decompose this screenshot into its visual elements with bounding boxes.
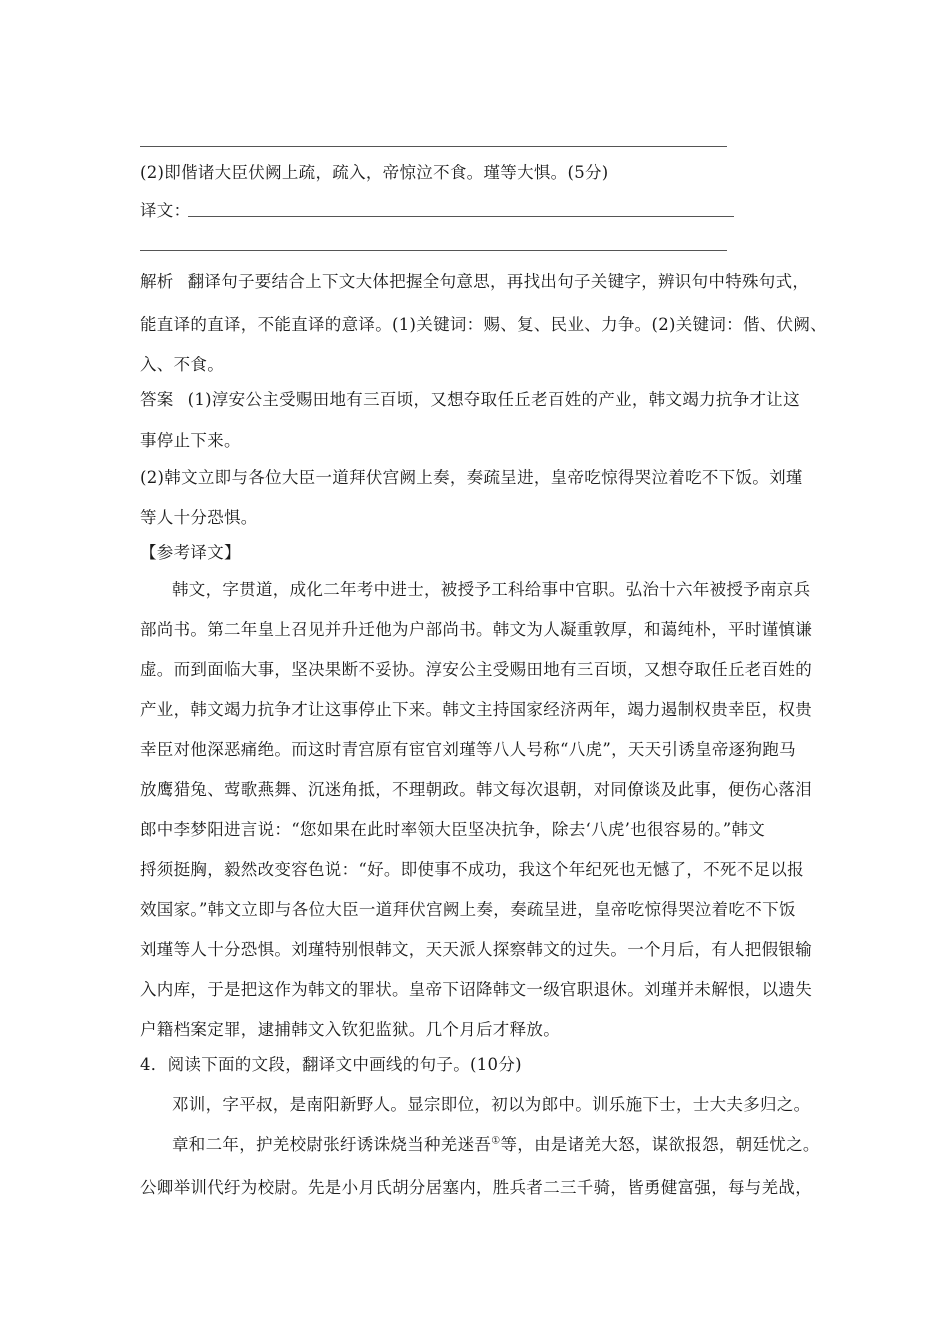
reference-line-8: 捋须挺胸，毅然改变容色说：“好。即使事不成功，我这个年纪死也无憾了，不死不足以报 xyxy=(140,860,804,879)
reference-line-12: 户籍档案定罪，逮捕韩文入钦犯监狱。几个月后才释放。 xyxy=(140,1020,560,1039)
q4-paragraph-3: 公卿举训代纡为校尉。先是小月氏胡分居塞内，胜兵者二三千骑，皆勇健富强，每与羌战， xyxy=(140,1178,812,1197)
translation-blank-line-2 xyxy=(140,250,727,251)
reference-line-11: 入内库，于是把这作为韩文的罪状。皇帝下诏降韩文一级官职退休。刘瑾并未解恨，以遗失 xyxy=(140,980,812,999)
analysis-line-2: 能直译的直译，不能直译的意译。(1)关键词：赐、复、民业、力争。(2)关键词：偕、伏阙、 xyxy=(140,315,827,334)
q4-paragraph-2 xyxy=(172,1134,820,1156)
answer-text: (1)淳安公主受赐田地有三百顷，又想夺取任丘老百姓的产业，韩文竭力抗争才让这 xyxy=(187,390,800,409)
question-item-2: (2)即偕诸大臣伏阙上疏，疏入，帝惊泣不食。瑾等大惧。(5分) xyxy=(140,163,609,182)
answer-label: 答案 xyxy=(140,390,174,409)
reference-line-10: 刘瑾等人十分恐惧。刘瑾特别恨韩文，天天派人探察韩文的过失。一个月后，有人把假银输 xyxy=(140,940,812,959)
translation-label: 译文： xyxy=(140,201,191,220)
reference-line-3: 虚。而到面临大事，坚决果断不妥协。淳安公主受赐田地有三百顷，又想夺取任丘老百姓的 xyxy=(140,660,812,679)
question-4-prompt: 4．阅读下面的文段，翻译文中画线的句子。(10分) xyxy=(140,1055,522,1074)
answer-line-2: 事停止下来。 xyxy=(140,431,241,450)
footnote-marker: ① xyxy=(491,1135,501,1147)
analysis-line-3: 入、不食。 xyxy=(140,355,224,374)
reference-heading: 【参考译文】 xyxy=(140,543,241,562)
answer-line-4: 等人十分恐惧。 xyxy=(140,508,258,527)
analysis-label: 解析 xyxy=(140,272,174,291)
translation-blank-line xyxy=(188,216,734,217)
reference-line-6: 放鹰猎兔、莺歌燕舞、沉迷角抵，不理朝政。韩文每次退朝，对同僚谈及此事，便伤心落泪 xyxy=(140,780,812,799)
reference-line-7: 郎中李梦阳进言说：“您如果在此时率领大臣坚决抗争，除去‘八虎’也很容易的。”韩文 xyxy=(140,820,766,839)
reference-line-1: 韩文，字贯道，成化二年考中进士，被授予工科给事中官职。弘治十六年被授予南京兵 xyxy=(172,580,811,599)
answer-line-3: (2)韩文立即与各位大臣一道拜伏宫阙上奏，奏疏呈进，皇帝吃惊得哭泣着吃不下饭。刘瑾 xyxy=(140,468,803,487)
analysis-text: 翻译句子要结合上下文大体把握全句意思，再找出句子关键字，辨识句中特殊句式， xyxy=(187,272,810,291)
analysis-line-1 xyxy=(140,271,809,293)
q4-paragraph-1: 邓训，字平叔，是南阳新野人。显宗即位，初以为郎中。训乐施下士，士大夫多归之。 xyxy=(172,1095,811,1114)
q4-paragraph-2-text-b: 等，由是诸羌大怒，谋欲报怨，朝廷忧之。 xyxy=(500,1135,820,1154)
reference-line-2: 部尚书。第二年皇上召见并升迁他为户部尚书。韩文为人凝重敦厚，和蔼纯朴，平时谨慎谦 xyxy=(140,620,812,639)
q4-paragraph-2-text-a: 章和二年，护羌校尉张纡诱诛烧当种羌迷吾 xyxy=(172,1135,492,1154)
reference-line-5: 幸臣对他深恶痛绝。而这时青宫原有宦官刘瑾等八人号称“八虎”，天天引诱皇帝逐狗跑马 xyxy=(140,740,796,759)
reference-line-4: 产业，韩文竭力抗争才让这事停止下来。韩文主持国家经济两年，竭力遏制权贵幸臣，权贵 xyxy=(140,700,812,719)
reference-line-9: 效国家。”韩文立即与各位大臣一道拜伏宫阙上奏，奏疏呈进，皇帝吃惊得哭泣着吃不下饭 xyxy=(140,900,796,919)
answer-line-1 xyxy=(140,389,800,411)
answer-blank-line xyxy=(140,146,727,147)
